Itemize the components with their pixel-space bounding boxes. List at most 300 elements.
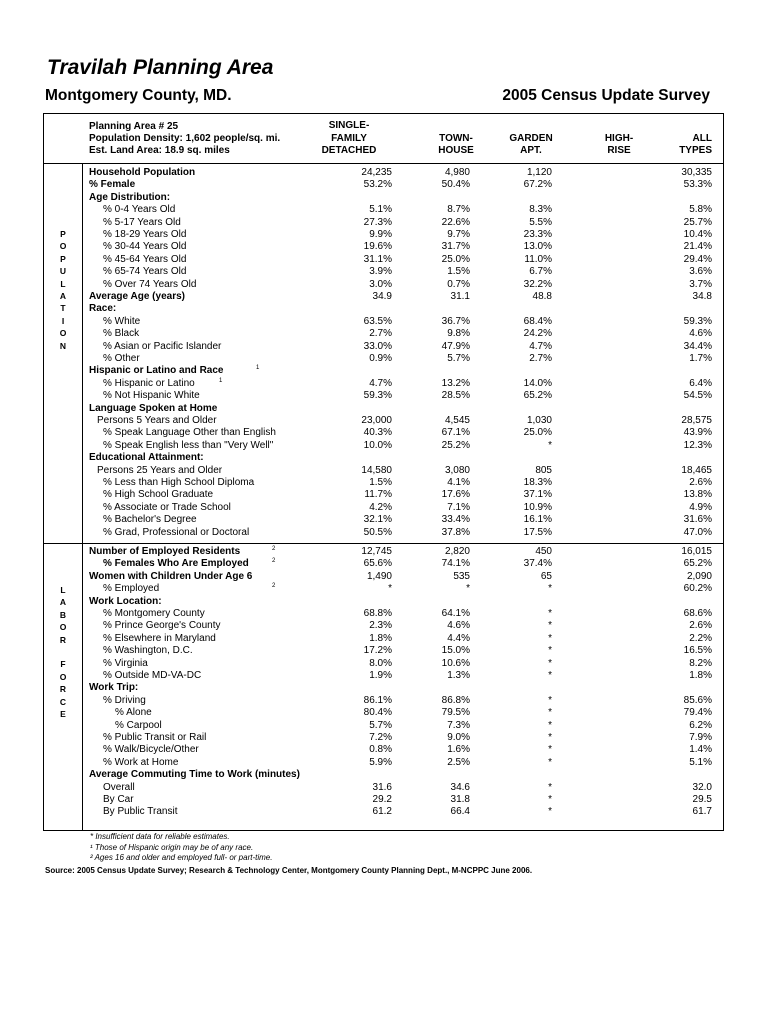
cell-value: 25.7% [683, 216, 712, 228]
cell-value: 0.9% [369, 353, 392, 364]
cell-value: * [548, 756, 552, 768]
cell-value: 34.9 [372, 291, 392, 302]
cell-value: 2.7% [529, 353, 552, 364]
cell-value: 22.6% [441, 216, 470, 228]
page-title: Travilah Planning Area [47, 56, 274, 79]
cell-value: 25.2% [441, 439, 470, 451]
table-row [44, 633, 723, 645]
cell-value: 13.8% [683, 489, 712, 501]
side-letter: P [60, 229, 66, 239]
footnote-employed: ² Ages 16 and older and employed full- or part-time. [90, 853, 273, 862]
cell-value: 1,120 [526, 167, 552, 178]
table-row [44, 167, 723, 179]
footnote-marker: 1 [256, 365, 260, 372]
row-label: Persons 5 Years and Older [97, 415, 217, 426]
cell-value: 1,490 [366, 570, 392, 582]
cell-value: 1.8% [369, 632, 392, 644]
cell-value: 8.2% [689, 657, 712, 669]
side-letter: C [59, 696, 67, 707]
cell-value: 65.6% [363, 558, 392, 570]
cell-value: 32.2% [523, 278, 552, 290]
cell-value: 4.6% [447, 620, 470, 632]
cell-value: 4,980 [444, 167, 470, 178]
side-letter: T [60, 303, 66, 314]
population-density: Population Density: 1,602 people/sq. mi. [89, 133, 281, 144]
cell-value: 6.7% [529, 266, 552, 278]
cell-value: 31.1% [363, 253, 392, 265]
table-row [44, 427, 723, 439]
row-label: Household Population [89, 167, 196, 178]
cell-value: 3.6% [689, 266, 712, 278]
footnote-marker: 2 [272, 546, 276, 552]
row-label: Educational Attainment: [89, 452, 204, 464]
table-row [44, 744, 723, 756]
cell-value: 31.6% [683, 514, 712, 526]
cell-value: 61.2 [372, 806, 392, 818]
cell-value: 40.3% [363, 427, 392, 439]
cell-value: * [548, 632, 552, 644]
cell-value: 4.2% [369, 501, 392, 513]
cell-value: 23,000 [361, 415, 392, 426]
cell-value: 3,080 [444, 464, 470, 476]
cell-value: 18.3% [523, 477, 552, 488]
row-label: Average Commuting Time to Work (minutes) [89, 769, 300, 781]
cell-value: 2.6% [689, 477, 712, 488]
row-label: % Associate or Trade School [103, 501, 231, 513]
cell-value: 16,015 [681, 546, 712, 557]
table-row [44, 204, 723, 216]
cell-value: 3.7% [689, 278, 712, 290]
cell-value: 16.1% [523, 514, 552, 526]
cell-value: 1.5% [447, 266, 470, 278]
cell-value: 17.6% [441, 489, 470, 501]
cell-value: 29.5 [692, 794, 712, 805]
cell-value: 18,465 [681, 464, 712, 476]
table-row [44, 769, 723, 781]
side-letter: O [59, 622, 67, 633]
cell-value: 68.6% [683, 608, 712, 619]
side-letter: F [60, 659, 66, 670]
cell-value: 15.0% [441, 645, 470, 657]
col-header-single-family: SINGLE- FAMILY DETACHED [321, 120, 377, 156]
cell-value: 67.2% [523, 179, 552, 191]
cell-value: 4.7% [529, 340, 552, 352]
row-label: % Virginia [103, 657, 148, 669]
row-label: Average Age (years) [89, 291, 185, 302]
table-row [44, 266, 723, 278]
planning-area-number: Planning Area # 25 [89, 121, 179, 132]
row-label: % Less than High School Diploma [103, 477, 255, 488]
row-label: % Asian or Pacific Islander [103, 340, 222, 352]
row-label: % Speak English less than "Very Well" [103, 439, 274, 451]
row-label: % 45-64 Years Old [103, 253, 187, 265]
table-row [44, 489, 723, 501]
row-label: % Driving [103, 694, 146, 706]
table-row [44, 707, 723, 719]
cell-value: * [548, 732, 552, 743]
cell-value: 85.6% [683, 694, 712, 706]
cell-value: 10.4% [683, 229, 712, 240]
col-header-townhouse: TOWN- HOUSE [438, 132, 474, 156]
row-label: % 18-29 Years Old [103, 229, 187, 240]
table-row [44, 658, 723, 670]
cell-value: 8.7% [447, 204, 470, 216]
cell-value: 28,575 [681, 415, 712, 426]
cell-value: 59.3% [683, 315, 712, 327]
row-label: % 0-4 Years Old [103, 204, 176, 216]
cell-value: 80.4% [363, 707, 392, 719]
cell-value: 1.4% [689, 744, 712, 756]
side-letter: L [60, 278, 66, 289]
cell-value: * [548, 620, 552, 632]
cell-value: 24,235 [361, 167, 392, 178]
table-row [44, 241, 723, 253]
row-label: % Bachelor's Degree [103, 514, 197, 526]
cell-value: 37.1% [523, 489, 552, 501]
row-label: % Employed [103, 583, 160, 595]
cell-value: 10.6% [441, 657, 470, 669]
cell-value: 37.8% [441, 526, 470, 538]
cell-value: 31.7% [441, 241, 470, 253]
cell-value: 61.7 [692, 806, 712, 818]
cell-value: 2.3% [369, 620, 392, 632]
cell-value: 4.9% [689, 501, 712, 513]
cell-value: 535 [453, 570, 470, 582]
cell-value: 4.6% [689, 328, 712, 340]
survey-label: 2005 Census Update Survey [502, 87, 710, 104]
cell-value: 54.5% [683, 390, 712, 402]
footnote-insufficient: * Insufficient data for reliable estimates. [90, 832, 230, 841]
row-label: By Public Transit [103, 806, 178, 818]
row-label: % 65-74 Years Old [103, 266, 187, 278]
cell-value: 5.7% [369, 719, 392, 731]
land-area: Est. Land Area: 18.9 sq. miles [89, 145, 230, 156]
cell-value: 1.3% [447, 670, 470, 681]
row-label: % Prince George's County [103, 620, 221, 632]
side-letter: N [59, 340, 67, 351]
cell-value: 5.7% [447, 353, 470, 364]
cell-value: 1.5% [369, 477, 392, 488]
cell-value: 9.0% [447, 732, 470, 743]
cell-value: * [548, 645, 552, 657]
cell-value: 23.3% [523, 229, 552, 240]
cell-value: 10.0% [363, 439, 392, 451]
cell-value: 6.2% [689, 719, 712, 731]
table-row [44, 670, 723, 682]
cell-value: 60.2% [683, 583, 712, 595]
cell-value: * [548, 794, 552, 805]
cell-value: 805 [535, 464, 552, 476]
table-row [44, 279, 723, 291]
cell-value: * [548, 608, 552, 619]
cell-value: 3.0% [369, 278, 392, 290]
side-letter: A [59, 597, 67, 608]
table-row [44, 695, 723, 707]
cell-value: 8.3% [529, 204, 552, 216]
table-row [44, 365, 723, 377]
cell-value: 3.9% [369, 266, 392, 278]
row-label: % Female [89, 179, 136, 191]
row-label: % Speak Language Other than English [103, 427, 276, 439]
row-label: % Not Hispanic White [103, 390, 200, 402]
table-row [44, 596, 723, 608]
cell-value: 7.3% [447, 719, 470, 731]
table-row [44, 229, 723, 241]
row-label: % Public Transit or Rail [103, 732, 207, 743]
cell-value: 8.0% [369, 657, 392, 669]
cell-value: 6.4% [689, 377, 712, 389]
row-label: Age Distribution: [89, 191, 171, 203]
table-row [44, 620, 723, 632]
side-letter: A [59, 291, 67, 301]
cell-value: 10.9% [523, 501, 552, 513]
side-letter: L [60, 585, 66, 595]
table-row [44, 353, 723, 365]
cell-value: 7.9% [689, 732, 712, 743]
cell-value: 13.0% [523, 241, 552, 253]
cell-value: 53.3% [683, 179, 712, 191]
cell-value: 7.1% [447, 501, 470, 513]
cell-value: 0.7% [447, 278, 470, 290]
table-row [44, 403, 723, 415]
row-label: % Alone [115, 707, 152, 719]
cell-value: 11.0% [524, 253, 552, 265]
cell-value: * [388, 583, 392, 595]
cell-value: 1.8% [689, 670, 712, 681]
table-row [44, 291, 723, 303]
cell-value: 59.3% [363, 390, 392, 402]
cell-value: 68.4% [523, 315, 552, 327]
cell-value: 36.7% [441, 315, 470, 327]
side-letter: U [59, 266, 67, 277]
cell-value: 31.6 [372, 781, 392, 793]
row-label: % Outside MD-VA-DC [103, 670, 202, 681]
cell-value: * [548, 439, 552, 451]
col-header-all-types: ALL TYPES [679, 132, 712, 156]
cell-value: 86.8% [441, 694, 470, 706]
cell-value: 37.4% [523, 558, 552, 570]
cell-value: 19.6% [363, 241, 392, 253]
county-label: Montgomery County, MD. [45, 87, 232, 104]
cell-value: * [548, 670, 552, 681]
table-row [44, 303, 723, 315]
cell-value: 29.4% [683, 253, 712, 265]
row-label: % Black [103, 328, 140, 340]
cell-value: 25.0% [523, 427, 552, 439]
cell-value: 65.2% [683, 558, 712, 570]
cell-value: 5.1% [689, 756, 712, 768]
cell-value: 65.2% [523, 390, 552, 402]
table-header-info [89, 121, 280, 157]
cell-value: 450 [535, 546, 552, 557]
footnote-marker: 2 [272, 558, 276, 565]
row-label: % Washington, D.C. [103, 645, 193, 657]
table-row [44, 583, 723, 595]
table-row [44, 440, 723, 452]
table-row [44, 732, 723, 744]
row-label: % Montgomery County [103, 608, 205, 619]
cell-value: * [548, 694, 552, 706]
table-row [44, 415, 723, 427]
row-label: % Females Who Are Employed [103, 558, 249, 570]
row-label: Work Trip: [89, 682, 139, 694]
cell-value: 34.8 [692, 291, 712, 302]
table-row [44, 316, 723, 328]
row-label: Race: [89, 303, 117, 315]
table-row [44, 608, 723, 620]
table-row [44, 571, 723, 583]
cell-value: * [466, 583, 470, 595]
table-row [44, 390, 723, 402]
row-label: Number of Employed Residents [89, 546, 241, 557]
side-letter: O [59, 241, 67, 252]
cell-value: 9.7% [447, 229, 470, 240]
cell-value: 79.4% [683, 707, 712, 719]
row-label: % High School Graduate [103, 489, 214, 501]
cell-value: 2.7% [369, 328, 392, 340]
cell-value: 29.2 [372, 794, 392, 805]
cell-value: 30,335 [681, 167, 712, 178]
row-label: % Carpool [115, 719, 162, 731]
cell-value: 25.0% [441, 253, 470, 265]
row-label: % Over 74 Years Old [103, 278, 197, 290]
cell-value: 50.4% [441, 179, 470, 191]
row-label: % White [103, 315, 141, 327]
section-divider [44, 543, 723, 544]
cell-value: 53.2% [363, 179, 392, 191]
table-row [44, 378, 723, 390]
cell-value: 14,580 [361, 464, 392, 476]
table-row [44, 645, 723, 657]
cell-value: 66.4 [450, 806, 470, 818]
cell-value: 2,820 [444, 546, 470, 557]
cell-value: 1.7% [689, 353, 712, 364]
cell-value: 79.5% [441, 707, 470, 719]
table-row [44, 806, 723, 818]
cell-value: 9.9% [369, 229, 392, 240]
cell-value: 47.0% [683, 526, 712, 538]
table-row [44, 546, 723, 558]
table-row [44, 217, 723, 229]
cell-value: 31.8 [450, 794, 470, 805]
cell-value: * [548, 744, 552, 756]
table-row [44, 465, 723, 477]
row-label: % Other [103, 353, 140, 364]
census-table [43, 113, 724, 831]
cell-value: 2,090 [686, 570, 712, 582]
cell-value: 48.8 [532, 291, 552, 302]
cell-value: 33.0% [363, 340, 392, 352]
cell-value: * [548, 806, 552, 818]
cell-value: 63.5% [363, 315, 392, 327]
side-letter: P [60, 253, 66, 264]
cell-value: 9.8% [447, 328, 470, 340]
cell-value: 16.5% [683, 645, 712, 657]
table-row [44, 782, 723, 794]
cell-value: 43.9% [683, 427, 712, 439]
row-label: By Car [103, 794, 134, 805]
table-row [44, 757, 723, 769]
cell-value: 28.5% [441, 390, 470, 402]
row-label: Overall [103, 781, 135, 793]
cell-value: 4.7% [369, 377, 392, 389]
cell-value: 5.5% [529, 216, 552, 228]
row-label: % Walk/Bicycle/Other [103, 744, 199, 756]
cell-value: 1.9% [369, 670, 392, 681]
cell-value: 65 [540, 570, 552, 582]
cell-value: 4.1% [447, 477, 470, 488]
cell-value: 11.7% [364, 489, 392, 501]
side-letter: O [59, 671, 67, 682]
cell-value: 12,745 [361, 546, 392, 557]
cell-value: 2.5% [447, 756, 470, 768]
table-row [44, 254, 723, 266]
table-row [44, 514, 723, 526]
table-row [44, 682, 723, 694]
side-letter: I [61, 315, 65, 326]
row-label: Persons 25 Years and Older [97, 464, 223, 476]
cell-value: 32.1% [363, 514, 392, 526]
cell-value: 27.3% [363, 216, 392, 228]
cell-value: 0.8% [369, 744, 392, 756]
table-row [44, 502, 723, 514]
table-row [44, 720, 723, 732]
cell-value: 34.6 [450, 781, 470, 793]
table-row [44, 179, 723, 191]
cell-value: 21.4% [683, 241, 712, 253]
side-letter: B [59, 609, 67, 620]
side-letter: O [59, 328, 67, 339]
table-row [44, 341, 723, 353]
side-letter: R [59, 634, 67, 645]
cell-value: 1.6% [447, 744, 470, 756]
cell-value: 34.4% [683, 340, 712, 352]
row-label: % Elsewhere in Maryland [103, 632, 216, 644]
col-header-garden-apt: GARDEN APT. [509, 132, 553, 156]
cell-value: 4,545 [444, 415, 470, 426]
row-label: Work Location: [89, 595, 162, 607]
cell-value: 68.8% [363, 608, 392, 619]
cell-value: 4.4% [447, 632, 470, 644]
footnote-marker: 1 [219, 377, 223, 384]
side-letter: R [59, 684, 67, 695]
cell-value: 5.9% [369, 756, 392, 768]
table-row [44, 192, 723, 204]
row-label: Women with Children Under Age 6 [89, 570, 253, 582]
row-label: Hispanic or Latino and Race [89, 365, 224, 377]
table-row [44, 477, 723, 489]
cell-value: 2.2% [689, 632, 712, 644]
cell-value: 64.1% [441, 608, 470, 619]
cell-value: 67.1% [441, 427, 470, 439]
cell-value: * [548, 781, 552, 793]
side-letter: E [60, 709, 66, 719]
cell-value: 74.1% [441, 558, 470, 570]
cell-value: 7.2% [369, 732, 392, 743]
table-row [44, 328, 723, 340]
cell-value: * [548, 719, 552, 731]
cell-value: 47.9% [441, 340, 470, 352]
table-row [44, 527, 723, 539]
cell-value: * [548, 707, 552, 719]
row-label: % 5-17 Years Old [103, 216, 181, 228]
row-label: % 30-44 Years Old [103, 241, 187, 253]
source-note: Source: 2005 Census Update Survey; Research & Technology Center, Montgomery County Planning Dept., M-NCPPC June 2006. [45, 866, 533, 875]
cell-value: 24.2% [523, 328, 552, 340]
row-label: % Work at Home [103, 756, 179, 768]
cell-value: 50.5% [363, 526, 392, 538]
header-divider [44, 163, 723, 164]
